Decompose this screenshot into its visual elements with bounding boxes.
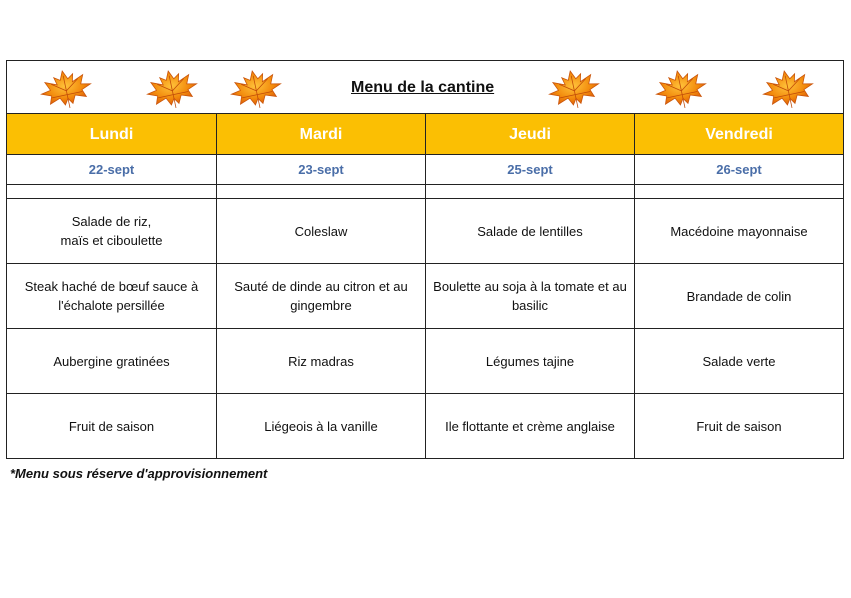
dessert-cell: Fruit de saison [635,394,844,459]
day-header: Mardi [217,114,426,155]
spacer-cell [635,185,844,199]
plat-row [7,264,844,329]
day-header: Lundi [7,114,217,155]
day-header: Jeudi [426,114,635,155]
supply-note: *Menu sous réserve d'approvisionnement [10,466,268,481]
dates-row [7,155,844,185]
plat-cell: Boulette au soja à la tomate et au basilic [426,264,635,329]
entree-cell: Salade de riz, maïs et ciboulette [7,199,217,264]
spacer-cell [7,185,217,199]
banner-row [7,61,844,114]
maple-leaf-icon [37,67,95,111]
entree-cell: Coleslaw [217,199,426,264]
entree-cell: Salade de lentilles [426,199,635,264]
entree-cell: Macédoine mayonnaise [635,199,844,264]
dessert-cell: Liégeois à la vanille [217,394,426,459]
accompagnement-cell: Riz madras [217,329,426,394]
maple-leaf-icon [652,67,710,111]
maple-leaf-icon [143,67,201,111]
accompagnement-cell: Aubergine gratinées [7,329,217,394]
dessert-cell: Ile flottante et crème anglaise [426,394,635,459]
maple-leaf-icon [759,67,817,111]
page-title: Menu de la cantine [351,79,495,96]
date-cell: 26-sept [635,155,844,185]
date-cell: 22-sept [7,155,217,185]
days-row [7,114,844,155]
accompagnement-row [7,329,844,394]
spacer-cell [426,185,635,199]
date-cell: 25-sept [426,155,635,185]
entree-row [7,199,844,264]
spacer-cell [217,185,426,199]
date-cell: 23-sept [217,155,426,185]
accompagnement-cell: Légumes tajine [426,329,635,394]
menu-table [6,60,844,459]
spacer-row [7,185,844,199]
plat-cell: Steak haché de bœuf sauce à l'échalote persillée [7,264,217,329]
accompagnement-cell: Salade verte [635,329,844,394]
day-header: Vendredi [635,114,844,155]
maple-leaf-icon [545,67,603,111]
banner-cell [7,61,844,114]
plat-cell: Brandade de colin [635,264,844,329]
dessert-row [7,394,844,459]
maple-leaf-icon [227,67,285,111]
plat-cell: Sauté de dinde au citron et au gingembre [217,264,426,329]
dessert-cell: Fruit de saison [7,394,217,459]
